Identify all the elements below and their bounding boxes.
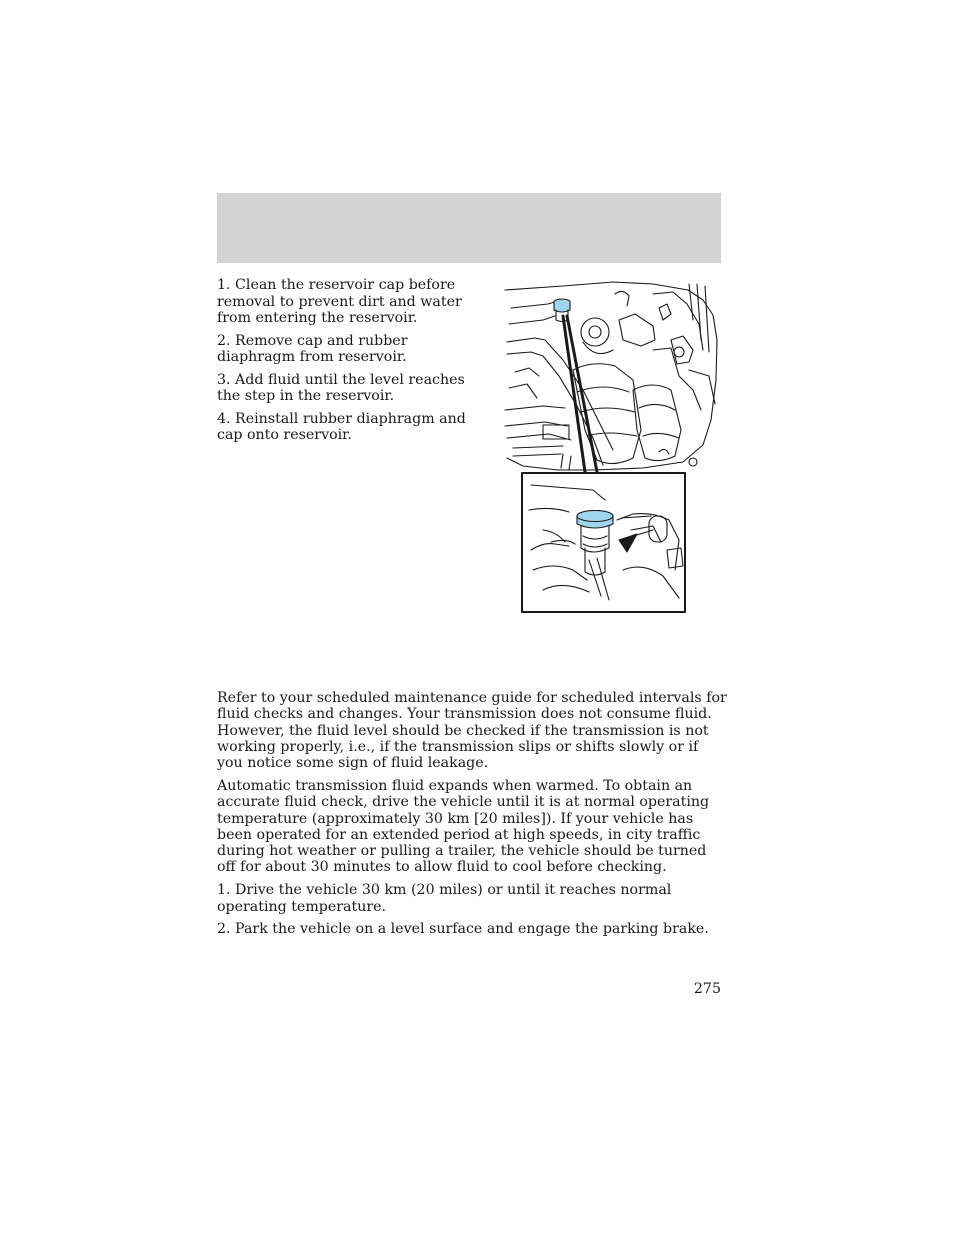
reservoir-step: 3. Add fluid until the level reaches the step in the reservoir. [217,371,465,404]
reservoir-step: 4. Reinstall rubber diaphragm and cap onto reservoir. [217,410,466,443]
reservoir-cap-closeup-inset [522,473,685,612]
procedure-step: 1. Drive the vehicle 30 km (20 miles) or until it reaches normal operating temperature. [217,882,672,915]
engine-bay-reservoir-illustration [503,280,719,615]
page-number: 275 [693,981,721,997]
transmission-fluid-section [217,690,727,944]
reservoir-steps-list [217,277,479,450]
section-header-band [217,193,721,263]
body-paragraph: Refer to your scheduled maintenance guide for scheduled intervals for fluid checks and changes. Your transmission does not consume fluid. However, the fluid level should be checked if the transmission is not working properly, i.e., if the transmission slips or shifts slowly or if you notice some sign of fluid leakage. [217,690,727,772]
reservoir-step: 1. Clean the reservoir cap before removal to prevent dirt and water from entering the reservoir. [217,277,462,326]
body-paragraph: Automatic transmission fluid expands when warmed. To obtain an accurate fluid check, drive the vehicle until it is at normal operating temperature (approximately 30 km [20 miles]). If your vehicle has been operated for an extended period at high speeds, in city traffic during hot weather or pulling a trailer, the vehicle should be turned off for about 30 minutes to allow fluid to cool before checking. [217,777,710,876]
inset-pointer [563,316,597,472]
procedure-step: 2. Park the vehicle on a level surface and engage the parking brake. [217,921,709,938]
engine-bay-drawing [505,282,717,470]
reservoir-step: 2. Remove cap and rubber diaphragm from reservoir. [217,332,408,365]
